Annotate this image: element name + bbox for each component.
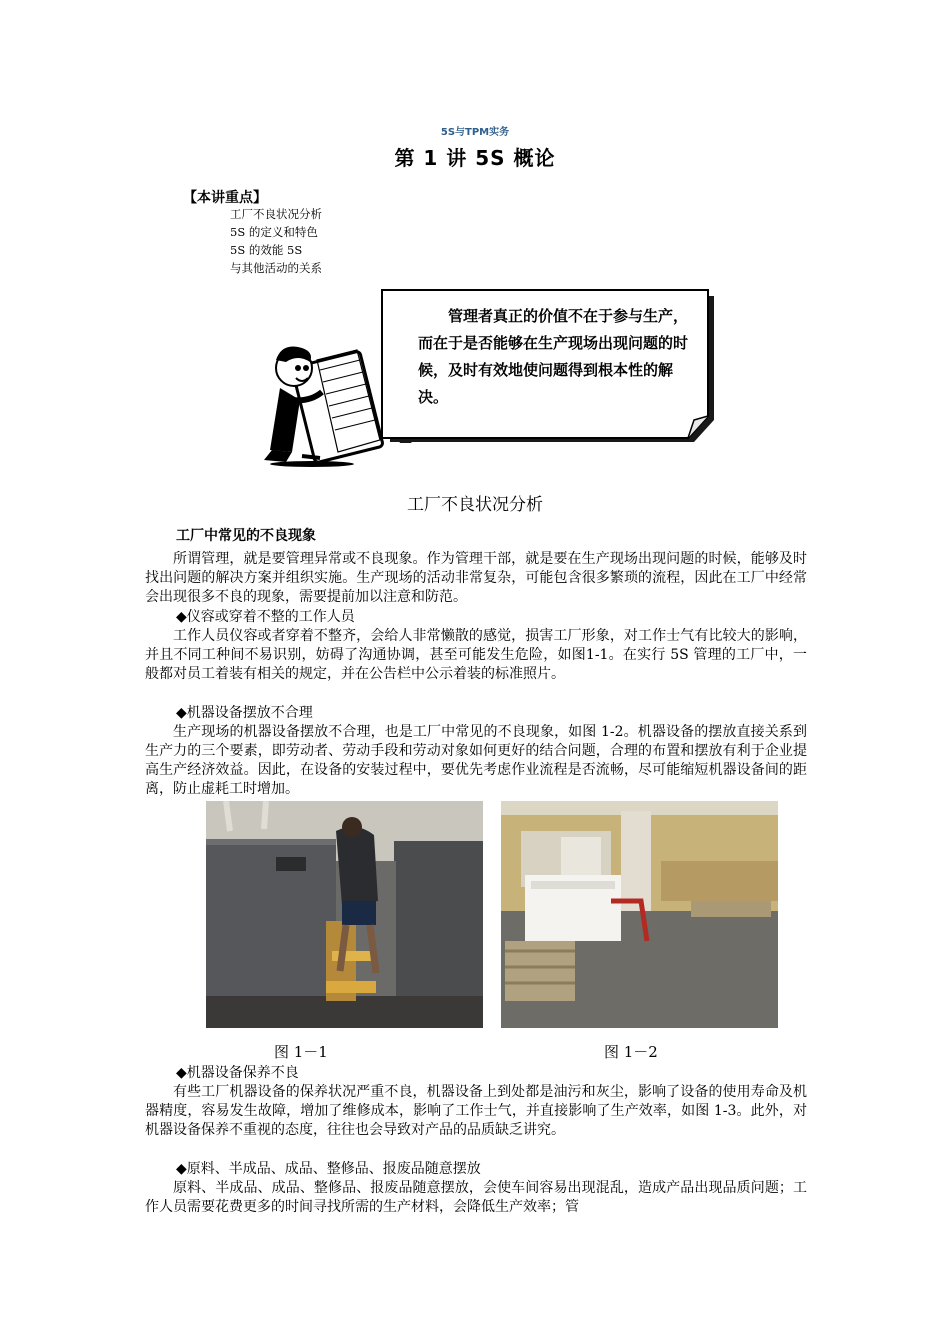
bullet-heading: ◆原料、半成品、成品、整修品、报废品随意摆放 xyxy=(176,1161,481,1177)
body-paragraph: 原料、半成品、成品、整修品、报废品随意摆放，会使车间容易出现混乱，造成产品出现品质问题；工作人员需要花费更多的时间寻找所需的生产材料，会降低生产效率；管 xyxy=(145,1180,807,1215)
key-point-item: 与其他活动的关系 xyxy=(230,261,322,275)
manager-cartoon-illustration xyxy=(262,340,392,468)
body-paragraph: 有些工厂机器设备的保养状况严重不良，机器设备上到处都是油污和灰尘，影响了设备的使用寿命及机器精度，容易发生故障，增加了维修成本，影响了工作士气，并直接影响了生产效率，如图 1-3。此外，对机器设备保养不重视的态度，往往也会导致对产品的品质缺乏讲究。 xyxy=(145,1084,807,1138)
key-point-item: 5S 的效能 5S xyxy=(230,243,303,257)
bullet-heading: ◆机器设备保养不良 xyxy=(176,1065,299,1081)
body-paragraph: 生产现场的机器设备摆放不合理，也是工厂中常见的不良现象，如图 1-2。机器设备的摆放直接关系到生产力的三个要素，即劳动者、劳动手段和劳动对象如何更好的结合问题，合理的布置和摆放有利于企业提高生产经济效益。因此，在设备的安装过程中，要优先考虑作业流程是否流畅，尽可能缩短机器设备间的距离，防止虚耗工时增加。 xyxy=(145,724,807,797)
lecture-title: 第 1 讲 5S 概论 xyxy=(394,146,556,170)
key-points-title: 【本讲重点】 xyxy=(183,190,267,206)
running-header: 5S与TPM实务 xyxy=(440,127,510,138)
bullet-heading: ◆机器设备摆放不合理 xyxy=(176,705,313,721)
key-point-item: 5S 的定义和特色 xyxy=(230,225,318,239)
section-title: 工厂不良状况分析 xyxy=(407,495,543,515)
key-point-item: 工厂不良状况分析 xyxy=(230,207,322,221)
intro-paragraph: 所谓管理，就是要管理异常或不良现象。作为管理干部，就是要在生产现场出现问题的时候，能够及时找出问题的解决方案并组织实施。生产现场的活动非常复杂，可能包含很多繁琐的流程，因此在工厂中经常会出现很多不良的现象，需要提前加以注意和防范。 xyxy=(145,551,807,605)
quote-text: 管理者真正的价值不在于参与生产，而在于是否能够在生产现场出现问题的时候，及时有效地使问题得到根本性的解决。 xyxy=(418,307,689,406)
figure-caption: 图 1－2 xyxy=(604,1043,658,1061)
figure-caption: 图 1－1 xyxy=(274,1043,328,1061)
bullet-heading: ◆仪容或穿着不整的工作人员 xyxy=(176,609,355,625)
body-paragraph: 工作人员仪容或者穿着不整齐，会给人非常懒散的感觉，损害工厂形象，对工作士气有比较大的影响，并且不同工种间不易识别，妨碍了沟通协调，甚至可能发生危险，如图1-1。在实行 5S 管理的工厂中，一般都对员工着装有相关的规定，并在公告栏中公示着装的标准照片。 xyxy=(145,628,807,682)
figure-1-1-photo xyxy=(206,801,483,1028)
figure-1-2-photo xyxy=(501,801,778,1028)
subsection-title: 工厂中常见的不良现象 xyxy=(176,528,316,544)
key-points-list xyxy=(230,205,322,277)
